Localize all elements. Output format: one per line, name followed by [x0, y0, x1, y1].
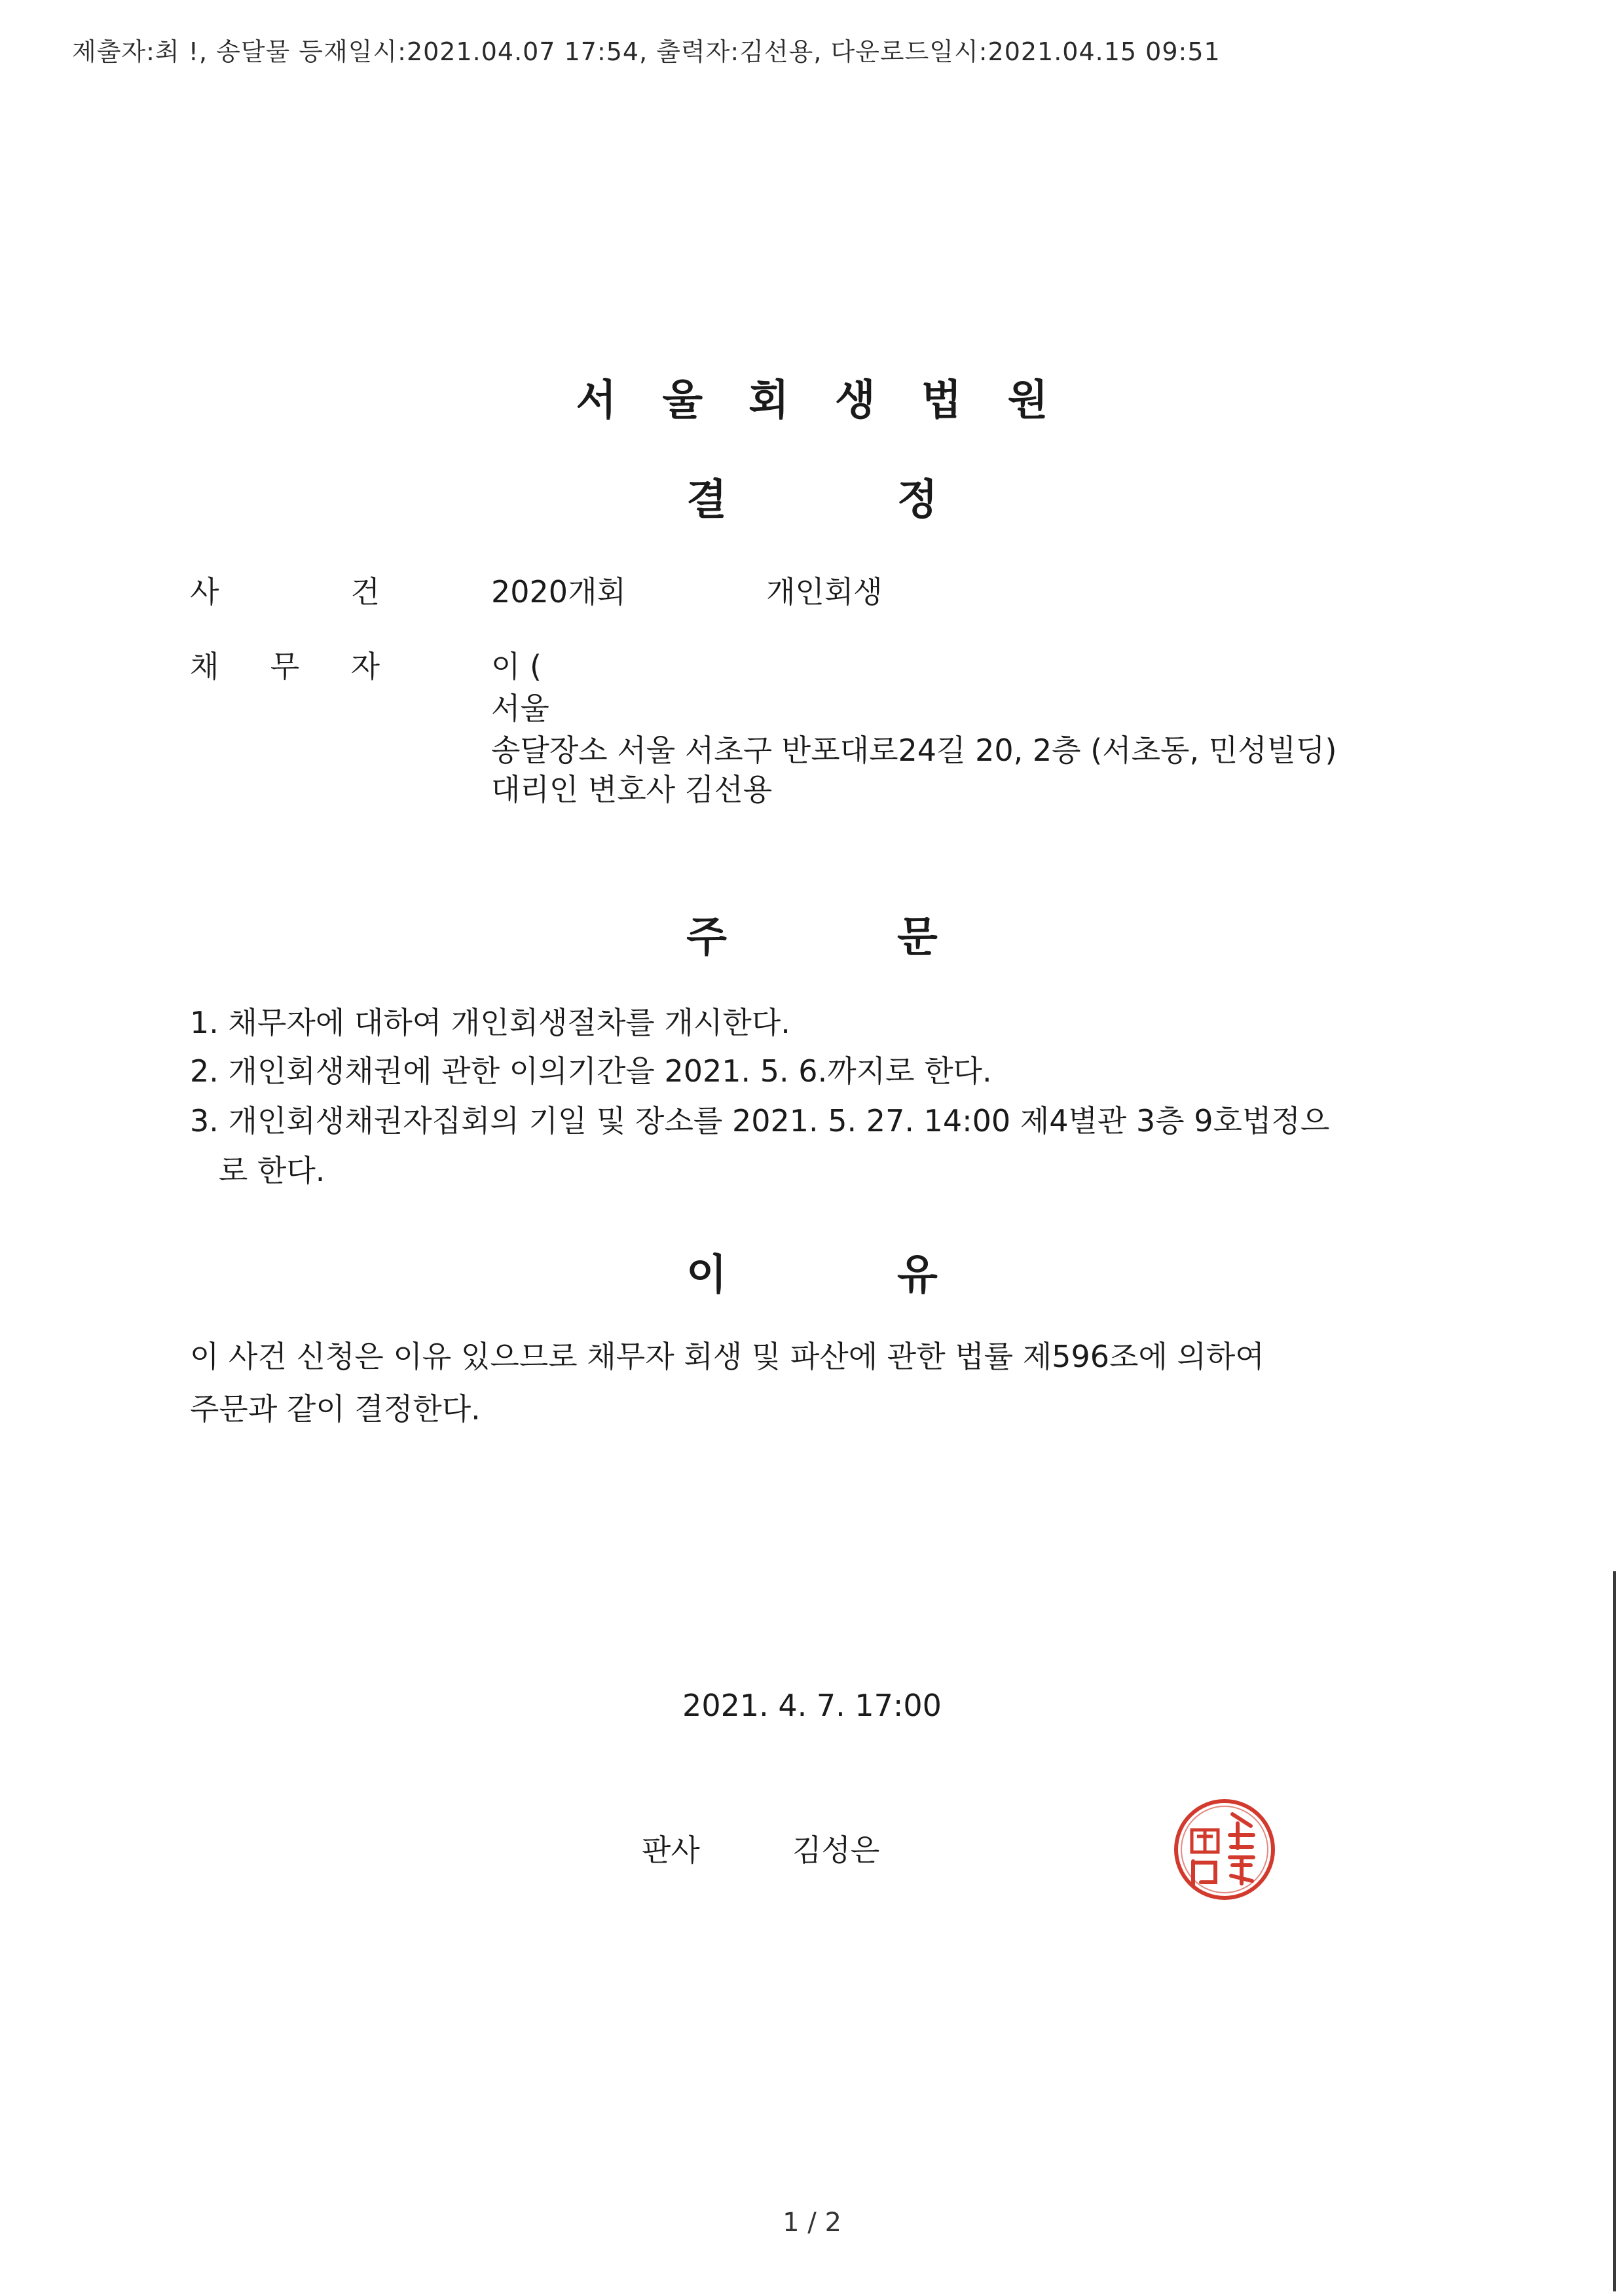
- reason-text-line: 이 사건 신청은 이유 있으므로 채무자 회생 및 파산에 관한 법률 제596조에 의하여: [190, 1339, 1264, 1374]
- judge-seal-icon: [1172, 1797, 1277, 1902]
- reason-title-left: 이: [686, 1251, 727, 1300]
- debtor-name: 이 (: [491, 649, 542, 684]
- case-label-char: 사: [190, 574, 219, 610]
- document-meta-header: 제출자:최 !, 송달물 등재일시:2021.04.07 17:54, 출력자:김선용, 다운로드일시:2021.04.15 09:51: [72, 37, 1221, 66]
- court-name: 서울회생법원: [576, 376, 1094, 425]
- document-title: [0, 466, 1624, 526]
- order-item: 3. 개인회생채권자집회의 기일 및 장소를 2021. 5. 27. 14:00 제4별관 3층 9호법정으: [190, 1103, 1330, 1139]
- document-title-left: 결: [686, 476, 727, 524]
- judge-name: 김성은: [792, 1832, 880, 1868]
- reason-title-right: 유: [897, 1251, 938, 1300]
- order-item: 1. 채무자에 대하여 개인회생절차를 개시한다.: [190, 1005, 790, 1040]
- page-number: 1 / 2: [783, 2208, 841, 2238]
- document-title-right: 정: [897, 476, 938, 524]
- decision-date: 2021. 4. 7. 17:00: [682, 1688, 942, 1723]
- case-number: 2020개회: [491, 574, 626, 610]
- order-title-left: 주: [686, 913, 727, 962]
- order-item-continuation: 로 한다.: [190, 1153, 325, 1188]
- judge-title: 판사: [642, 1832, 700, 1868]
- order-section-title: [0, 903, 1624, 964]
- legal-agent: 대리인 변호사 김선용: [491, 772, 773, 807]
- order-title-right: 문: [897, 913, 938, 962]
- case-type: 개인회생: [766, 574, 883, 610]
- reason-section-title: [0, 1241, 1624, 1302]
- debtor-label-char: 자: [350, 649, 380, 684]
- reason-text-line: 주문과 같이 결정한다.: [190, 1391, 481, 1427]
- delivery-place: 송달장소 서울 서초구 반포대로24길 20, 2층 (서초동, 민성빌딩): [491, 733, 1337, 768]
- order-item: 2. 개인회생채권에 관한 이의기간을 2021. 5. 6.까지로 한다.: [190, 1053, 992, 1089]
- case-label: [190, 568, 380, 611]
- debtor-label-char: 채: [190, 649, 219, 684]
- debtor-address: 서울: [491, 691, 549, 726]
- scan-edge-divider: [1613, 1571, 1616, 2291]
- debtor-label: [190, 643, 380, 686]
- debtor-label-char: 무: [270, 649, 300, 684]
- case-label-char: 건: [350, 574, 380, 610]
